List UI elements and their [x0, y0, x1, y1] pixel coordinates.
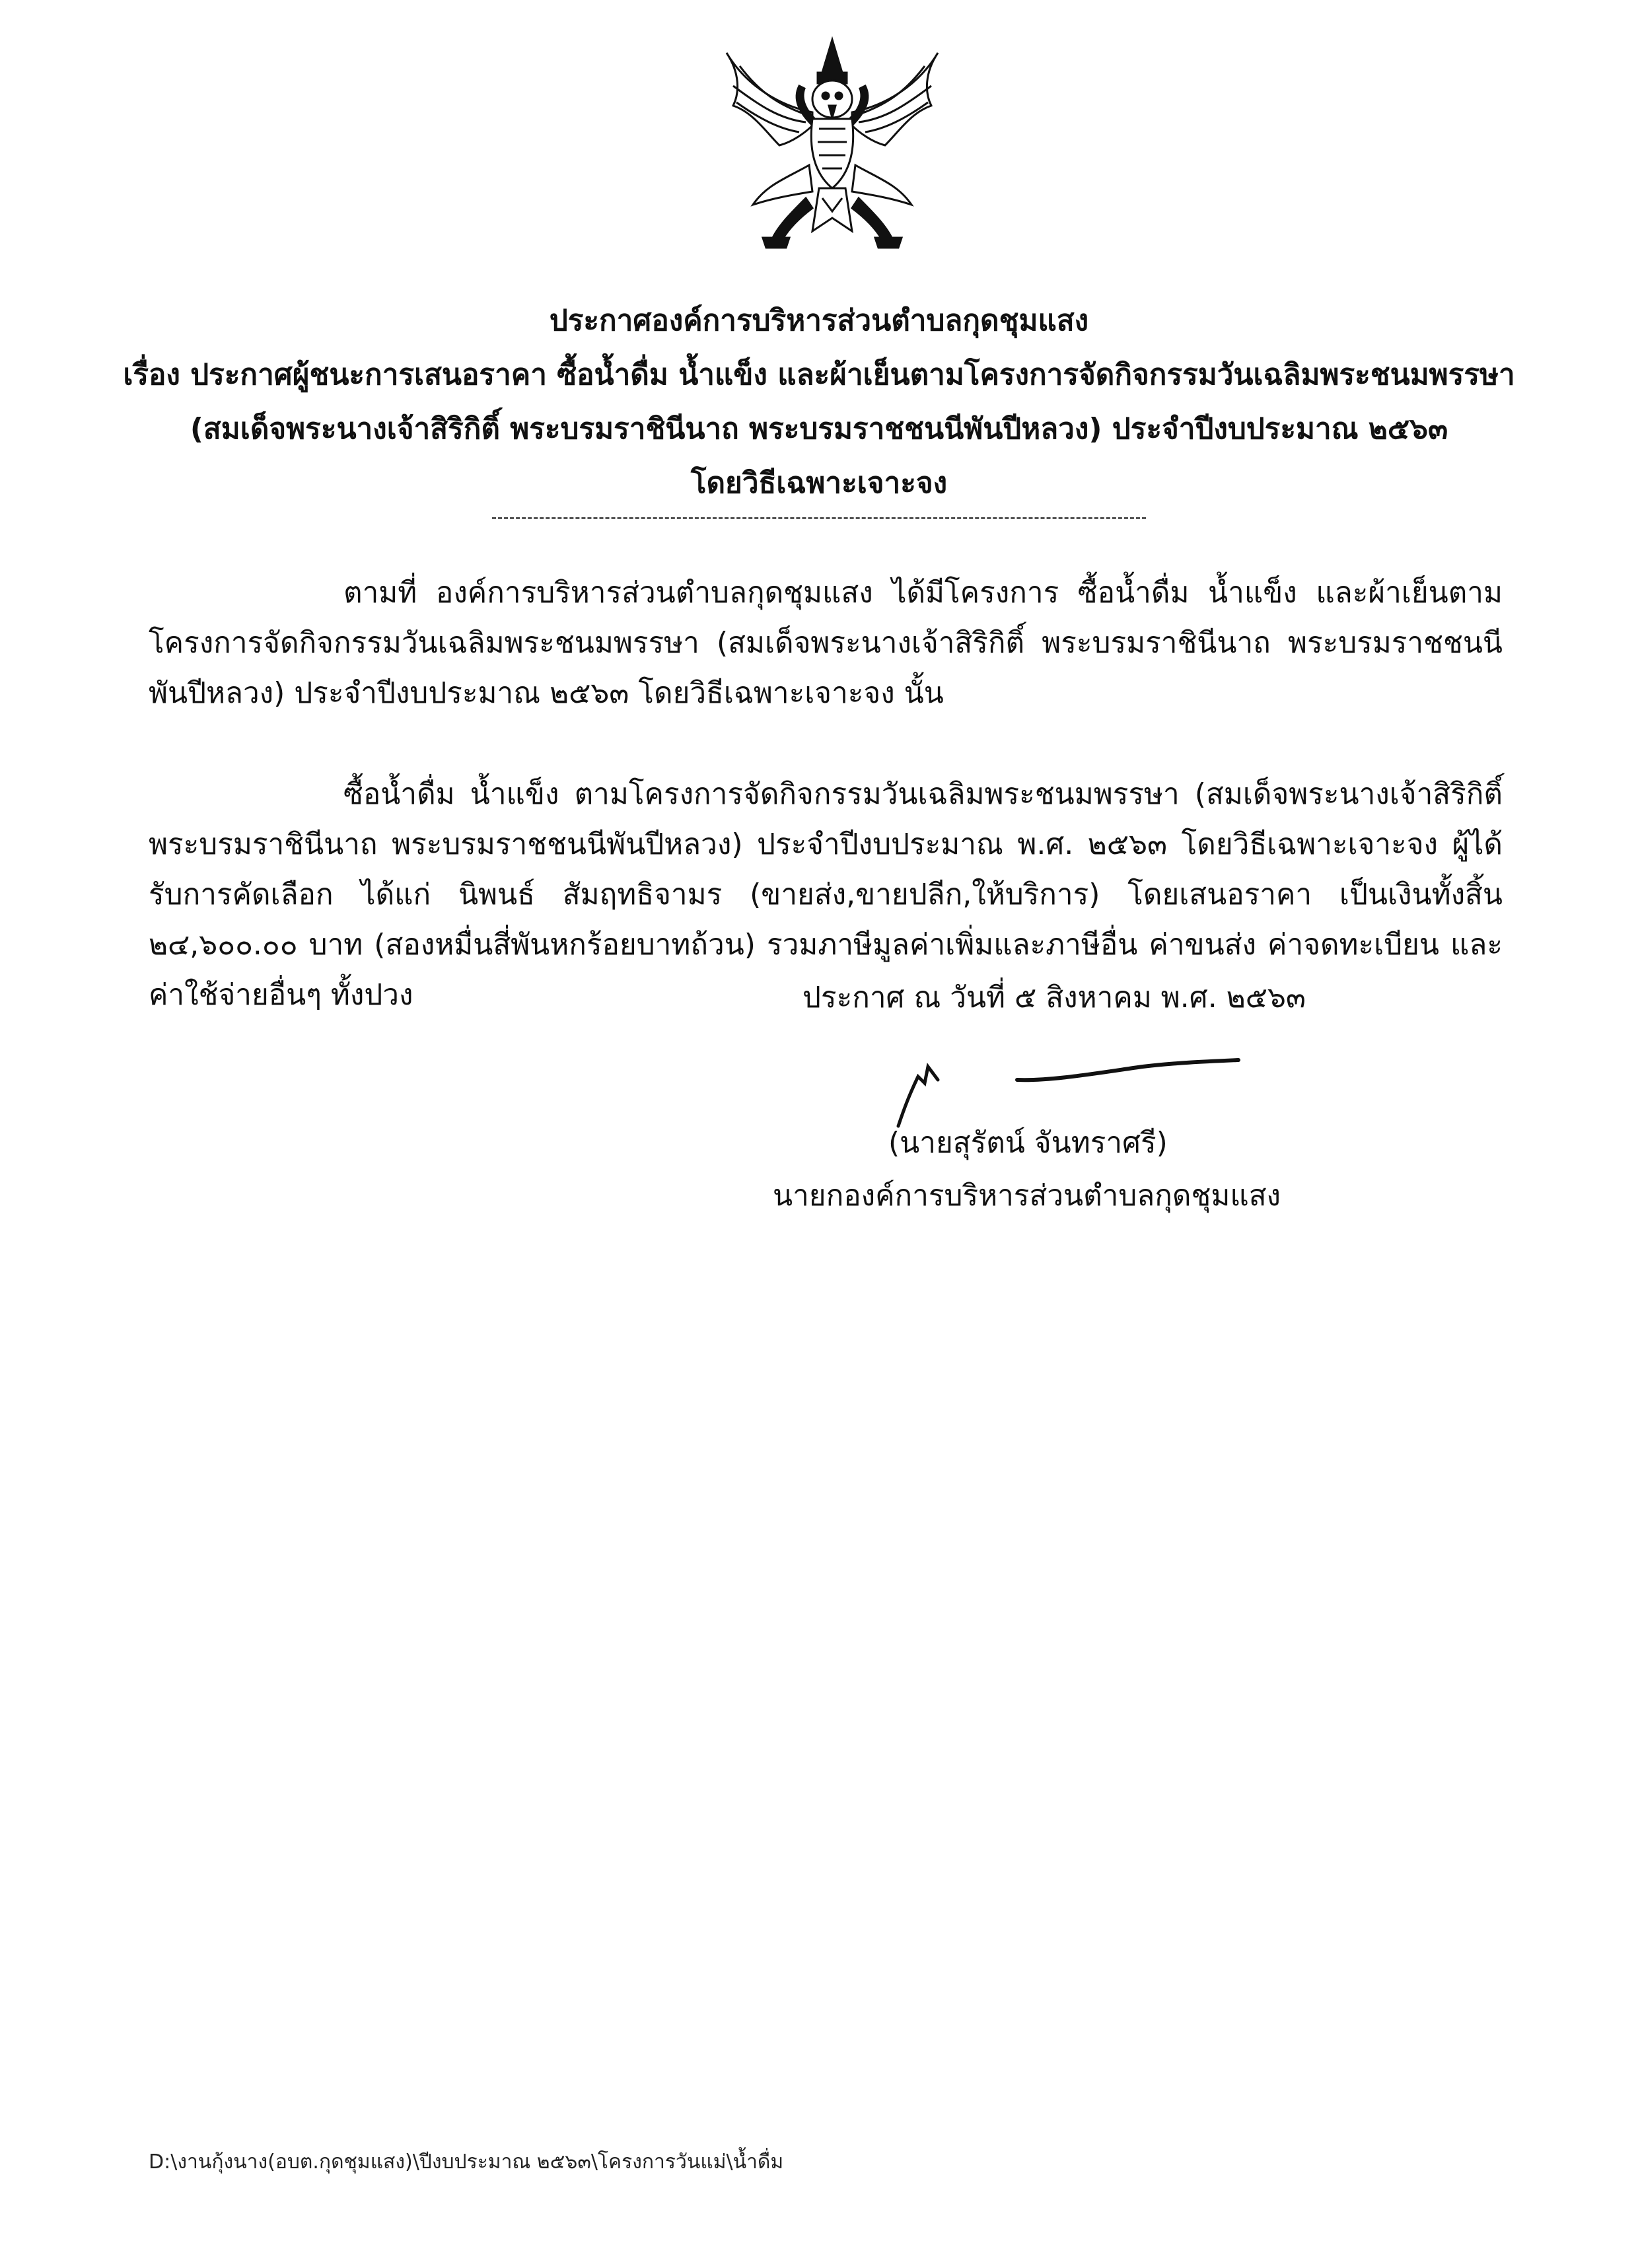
document-title: ประกาศองค์การบริหารส่วนตำบลกุดชุมแสง — [549, 304, 1089, 337]
signature — [878, 1053, 1248, 1133]
paragraph-1 — [149, 568, 1503, 719]
garuda-emblem — [700, 33, 964, 258]
signatory-position: นายกองค์การบริหารส่วนตำบลกุดชุมแสง — [773, 1179, 1281, 1213]
separator-rule — [492, 517, 1146, 519]
file-path-footer: D:\งานกุ้งนาง(อบต.กุดชุมแสง)\ปีงบประมาณ ๒๕๖๓\โครงการวันแม่\น้ำดื่ม — [149, 2150, 784, 2174]
method-line: โดยวิธีเฉพาะเจาะจง — [690, 466, 948, 500]
subject-line-2: (สมเด็จพระนางเจ้าสิริกิติ์ พระบรมราชินีนาถ พระบรมราชชนนีพันปีหลวง) ประจำปีงบประมาณ ๒๕๖๓ — [190, 412, 1448, 446]
announcement-date: ประกาศ ณ วันที่ ๕ สิงหาคม พ.ศ. ๒๕๖๓ — [802, 981, 1306, 1014]
paragraph-1-text: ตามที่ องค์การบริหารส่วนตำบลกุดชุมแสง ได้มีโครงการ ซื้อน้ำดื่ม น้ำแข็ง และผ้าเย็นตามโครงการจัดกิจกรรมวันเฉลิมพระชนมพรรษา (สมเด็จพระนางเจ้าสิริกิติ์ พระบรมราชินีนาถ พระบรมราชชนนีพันปีหลวง) ประจำปีงบประมาณ ๒๕๖๓ โดยวิธีเฉพาะเจาะจง นั้น — [149, 576, 1503, 710]
paragraph-2-text: ซื้อน้ำดื่ม น้ำแข็ง ตามโครงการจัดกิจกรรมวันเฉลิมพระชนมพรรษา (สมเด็จพระนางเจ้าสิริกิติ์ พระบรมราชินีนาถ พระบรมราชชนนีพันปีหลวง) ประจำปีงบประมาณ พ.ศ. ๒๕๖๓ โดยวิธีเฉพาะเจาะจง ผู้ได้รับการคัดเลือก ได้แก่ นิพนธ์ สัมฤทธิจามร (ขายส่ง,ขายปลีก,ให้บริการ) โดยเสนอราคา เป็นเงินทั้งสิ้น ๒๔,๖๐๐.๐๐ บาท (สองหมื่นสี่พันหกร้อยบาทถ้วน) รวมภาษีมูลค่าเพิ่มและภาษีอื่น ค่าขนส่ง ค่าจดทะเบียน และค่าใช้จ่ายอื่นๆ ทั้งปวง — [149, 777, 1503, 1012]
subject-line: เรื่อง ประกาศผู้ชนะการเสนอราคา ซื้อน้ำดื่ม น้ำแข็ง และผ้าเย็นตามโครงการจัดกิจกรรมวันเฉลิมพระชนมพรรษา — [123, 358, 1515, 392]
signatory-name: (นายสุรัตน์ จันทราศรี) — [888, 1126, 1168, 1160]
